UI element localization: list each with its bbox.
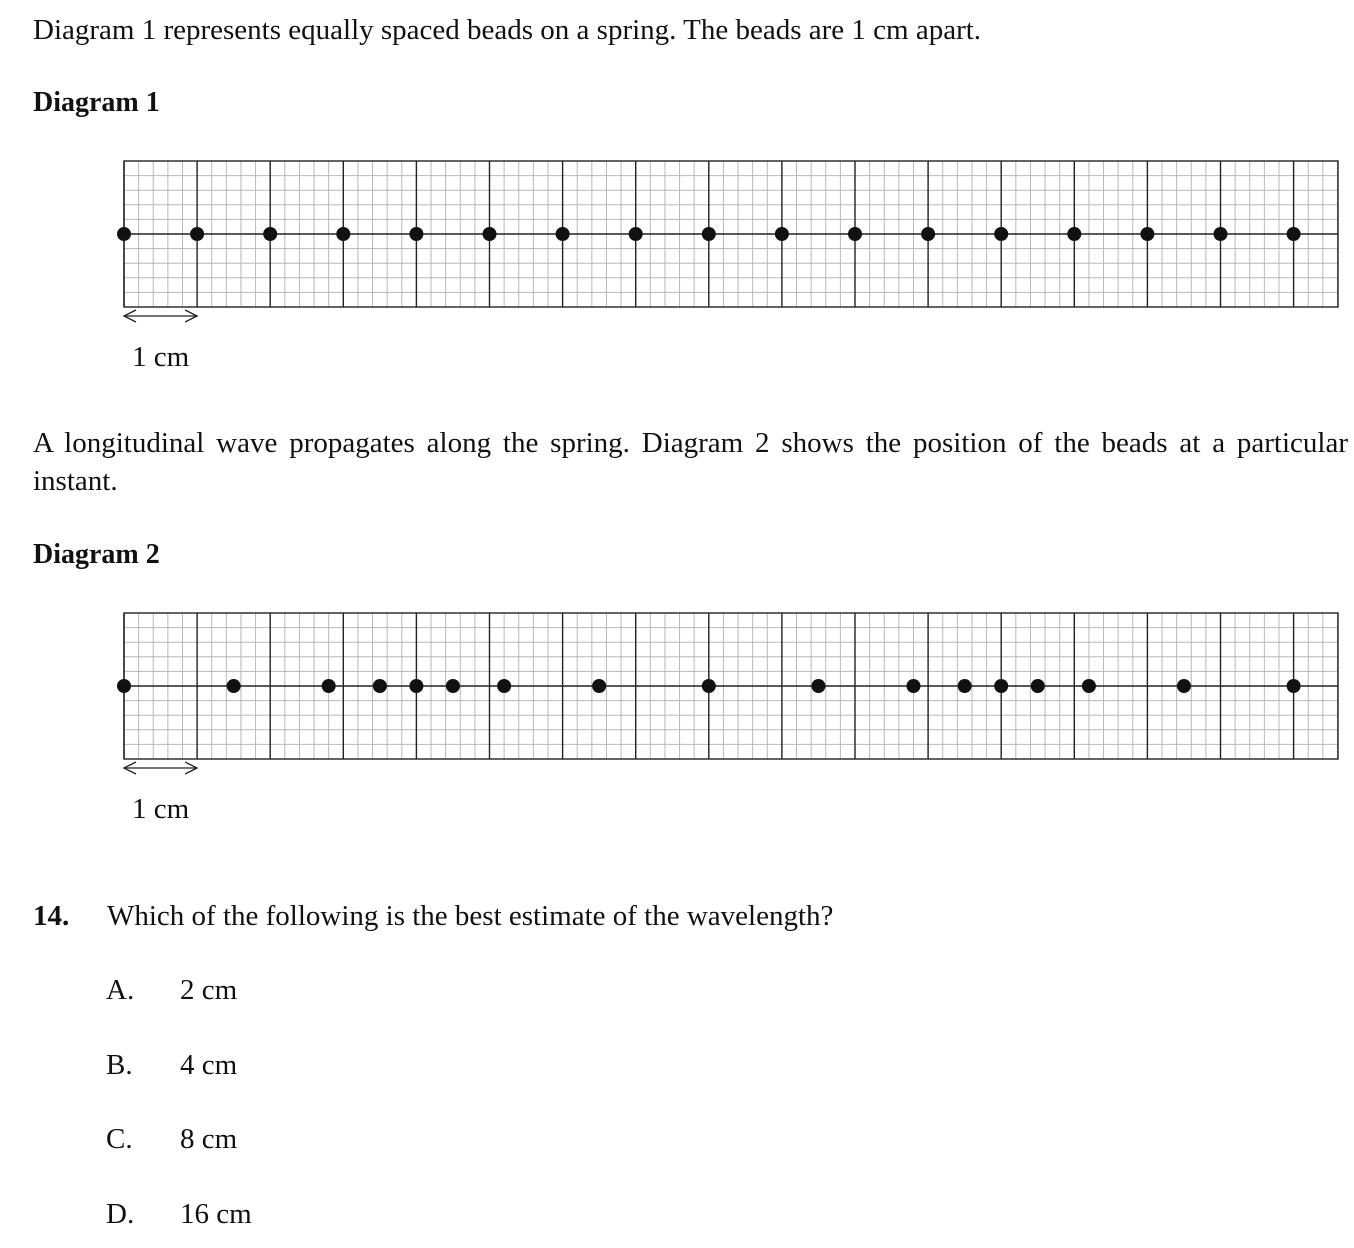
diagram-2-bead [592,679,606,693]
diagram-2-bead [117,679,131,693]
diagram-2 [0,602,1354,832]
wave-description: A longitudinal wave propagates along the spring. Diagram 2 shows the position of the beads at a particular instant. [33,427,1348,497]
option-letter: B. [106,1049,133,1081]
diagram-1-bead [190,227,204,241]
diagram-2-bead [1082,679,1096,693]
diagram-2-bead [322,679,336,693]
diagram-2-bead [958,679,972,693]
diagram-1-bead [483,227,497,241]
diagram-2-bead [446,679,460,693]
diagram-1-bead [921,227,935,241]
option-value: 2 cm [180,974,238,1006]
option-value: 4 cm [180,1049,238,1081]
diagram-2-bead [1287,679,1301,693]
diagram-2-heading: Diagram 2 [33,539,160,570]
diagram-1-bead [702,227,716,241]
diagram-1-bead [263,227,277,241]
diagram-1-bead [409,227,423,241]
question-text: Which of the following is the best estimate of the wavelength? [107,900,834,932]
option-letter: C. [106,1123,133,1155]
diagram-1-bead [556,227,570,241]
diagram-1-bead [1067,227,1081,241]
diagram-2-bead [702,679,716,693]
option-value: 8 cm [180,1123,238,1155]
diagram-1-bead [1140,227,1154,241]
diagram-1-bead [629,227,643,241]
diagram-1-bead [117,227,131,241]
diagram-2-bead [497,679,511,693]
diagram-1-bead [336,227,350,241]
diagram-2-bead [373,679,387,693]
option-value: 16 cm [180,1198,252,1230]
diagram-1-scale-label: 1 cm [131,341,190,373]
diagram-2-scale-label: 1 cm [131,793,190,825]
diagram-2-bead [409,679,423,693]
diagram-2-scale-arrow [124,762,197,774]
question-number: 14. [33,900,70,932]
diagram-1 [0,150,1354,380]
diagram-2-bead [1031,679,1045,693]
intro-text: Diagram 1 represents equally spaced beads on a spring. The beads are 1 cm apart. [33,14,982,46]
diagram-2-bead [227,679,241,693]
diagram-1-bead [994,227,1008,241]
diagram-2-bead [906,679,920,693]
option-letter: A. [106,974,135,1006]
diagram-1-heading: Diagram 1 [33,87,160,118]
diagram-2-bead [811,679,825,693]
diagram-2-bead [1177,679,1191,693]
diagram-1-scale-arrow [124,310,197,322]
diagram-1-bead [1287,227,1301,241]
diagram-2-bead [994,679,1008,693]
diagram-1-bead [1214,227,1228,241]
diagram-1-bead [848,227,862,241]
diagram-1-bead [775,227,789,241]
option-letter: D. [106,1198,135,1230]
